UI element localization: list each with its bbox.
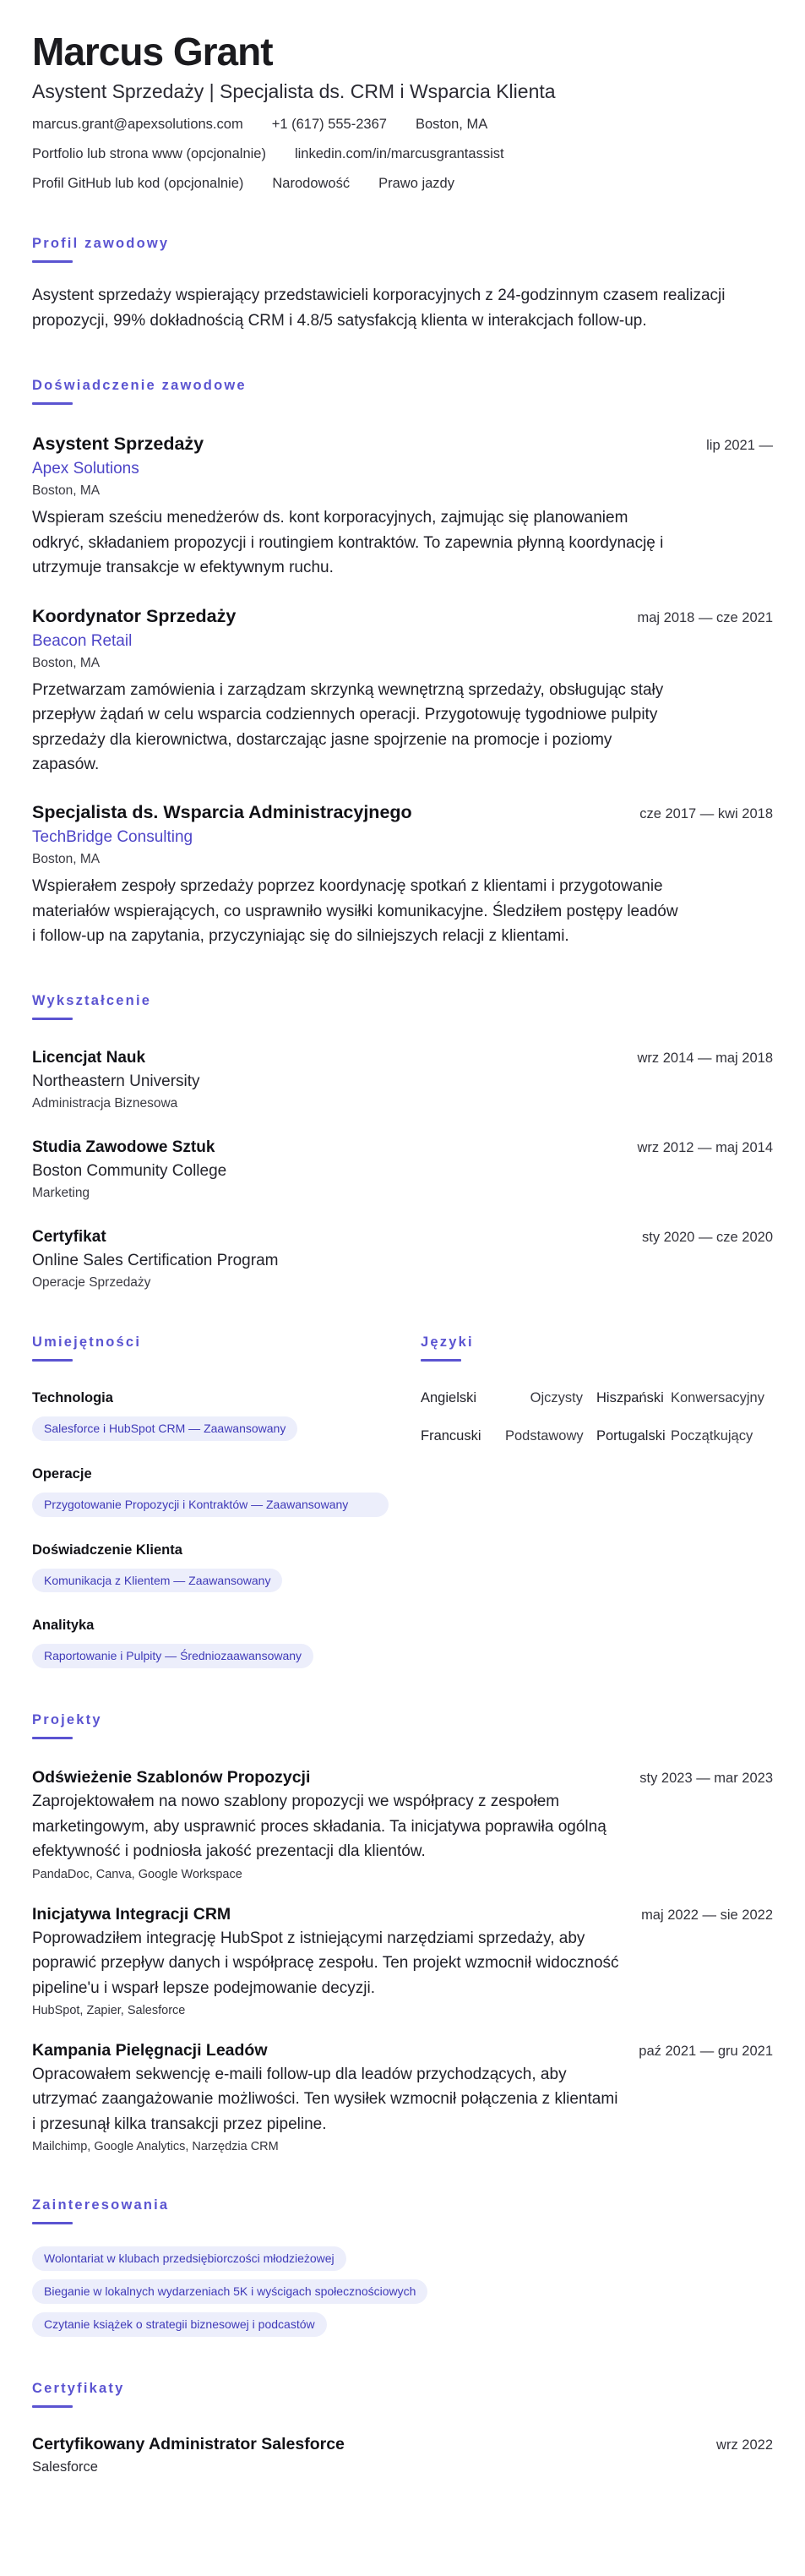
nationality-text: Narodowość [272, 175, 351, 191]
interests-section [32, 2197, 773, 2337]
job-description: Wspieram sześciu menedżerów ds. kont korporacyjnych, zajmując się planowaniem odkryć, składaniem propozycji i routingiem kontraktów. To zapewnia płynną koordynację i utrzymuje transakcje w efektywnym ruchu. [32, 509, 664, 577]
candidate-name: Marcus Grant [32, 30, 273, 74]
experience-entry [32, 434, 773, 580]
job-description: Wspierałem zespoły sprzedaży poprzez koordynację spotkań z klientami i przygotowanie materiałów wspierających, co usprawniło wysiłki komunikacyjne. Śledziłem postępy leadów i follow-up na zapytania, przyczyniając się do silniejszych relacji z klientami. [32, 877, 678, 946]
project-description: Opracowałem sekwencję e-maili follow-up dla leadów przychodzących, aby utrzymać zaangażowanie możliwości. Ten wysiłek wzmocnił połączenia z klientami i przesunął kilka transakcji przez pipeline. [32, 2065, 618, 2133]
github-link[interactable]: Profil GitHub lub kod (opcjonalnie) [32, 175, 244, 191]
section-divider [32, 1359, 73, 1362]
languages-section [421, 1334, 773, 1669]
job-dates: lip 2021 — [706, 438, 773, 454]
degree-title: Certyfikat [32, 1227, 106, 1246]
language-name: Angielski [421, 1389, 477, 1405]
skill-pill: Salesforce i HubSpot CRM — Zaawansowany [32, 1416, 297, 1441]
profile-summary: Asystent sprzedaży wspierający przedstawicieli korporacyjnych z 24-godzinnym czasem realizacji propozycji, 99% dokładnością CRM i 4.8/5 satysfakcją klienta w interakcjach follow-up. [32, 286, 726, 330]
job-description: Przetwarzam zamówienia i zarządzam skrzynką wewnętrzną sprzedaży, obsługując stały przepływ żądań w celu wsparcia codziennych operacji. Przygotowuję tygodniowe pulpity sprzedaży dla kierownictwa, dostarczając jasne spojrzenie na promocje i poziomy zapasów. [32, 680, 664, 773]
education-dates: wrz 2014 — maj 2018 [637, 1050, 773, 1066]
certificate-issuer: Salesforce [32, 2459, 98, 2475]
skill-category: Technologia [32, 1389, 113, 1405]
certificate-entry [32, 2435, 773, 2475]
degree-title: Studia Zawodowe Sztuk [32, 1138, 215, 1156]
profile-section [32, 236, 773, 335]
interest-pill: Czytanie książek o strategii biznesowej i podcastów [32, 2312, 327, 2337]
section-divider [32, 2222, 73, 2224]
project-name: Inicjatywa Integracji CRM [32, 1904, 231, 1924]
project-entry [32, 2041, 773, 2153]
section-title: Umiejętności [32, 1334, 142, 1350]
company-name: Beacon Retail [32, 631, 133, 650]
project-tools: Mailchimp, Google Analytics, Narzędzia CRM [32, 2140, 279, 2154]
interest-pill: Bieganie w lokalnych wydarzeniach 5K i wyścigach społecznościowych [32, 2279, 427, 2304]
skill-pill: Przygotowanie Propozycji i Kontraktów — Zaawansowany [32, 1493, 389, 1517]
job-location: Boston, MA [32, 655, 101, 670]
field-of-study: Administracja Biznesowa [32, 1095, 178, 1111]
section-title: Profil zawodowy [32, 235, 170, 251]
contact-row [32, 146, 773, 162]
skill-pill: Raportowanie i Pulpity — Średniozaawansowany [32, 1644, 313, 1668]
section-divider [32, 2405, 73, 2408]
skill-group [32, 1618, 389, 1668]
project-dates: maj 2022 — sie 2022 [641, 1907, 773, 1923]
section-title: Projekty [32, 1712, 102, 1728]
field-of-study: Operacje Sprzedaży [32, 1274, 151, 1290]
skill-group [32, 1542, 389, 1593]
company-name: TechBridge Consulting [32, 828, 193, 847]
job-location: Boston, MA [32, 852, 101, 867]
phone-link[interactable]: +1 (617) 555-2367 [271, 116, 387, 132]
education-section [32, 993, 773, 1291]
interests-list [32, 2246, 773, 2337]
portfolio-link[interactable]: Portfolio lub strona www (opcjonalnie) [32, 145, 266, 161]
skill-category: Operacje [32, 1465, 92, 1482]
skill-group [32, 1390, 389, 1441]
section-title: Certyfikaty [32, 2380, 125, 2396]
headline: Asystent Sprzedaży | Specjalista ds. CRM i Wsparcia Klienta [32, 79, 556, 102]
skills-section [32, 1334, 389, 1669]
field-of-study: Marketing [32, 1185, 90, 1200]
skill-pill: Komunikacja z Klientem — Zaawansowany [32, 1569, 282, 1593]
section-divider [32, 1018, 73, 1020]
language-row [421, 1390, 773, 1406]
driving-license-text: Prawo jazdy [378, 175, 454, 191]
project-entry [32, 1905, 773, 2017]
language-level: Ojczysty [530, 1389, 583, 1405]
language-name: Hiszpański [596, 1389, 664, 1405]
project-name: Kampania Pielęgnacji Leadów [32, 2040, 268, 2060]
education-dates: sty 2020 — cze 2020 [641, 1229, 773, 1245]
interest-pill: Wolontariat w klubach przedsiębiorczości młodzieżowej [32, 2246, 346, 2271]
job-dates: cze 2017 — kwi 2018 [639, 806, 773, 822]
education-entry [32, 1138, 773, 1201]
school-name: Northeastern University [32, 1072, 200, 1090]
section-title: Języki [421, 1334, 474, 1350]
email-link[interactable]: marcus.grant@apexsolutions.com [32, 116, 243, 132]
school-name: Boston Community College [32, 1161, 227, 1180]
location-text: Boston, MA [415, 116, 488, 132]
company-name: Apex Solutions [32, 460, 139, 478]
language-level: Konwersacyjny [671, 1389, 764, 1405]
project-tools: PandaDoc, Canva, Google Workspace [32, 1867, 242, 1881]
resume-header [32, 30, 773, 192]
job-dates: maj 2018 — cze 2021 [637, 609, 773, 625]
projects-section [32, 1712, 773, 2153]
job-title: Specjalista ds. Wsparcia Administracyjnego [32, 802, 412, 823]
job-title: Koordynator Sprzedaży [32, 605, 237, 626]
experience-section [32, 378, 773, 948]
certificate-date: wrz 2022 [716, 2437, 773, 2453]
job-location: Boston, MA [32, 483, 101, 499]
experience-entry [32, 606, 773, 778]
contact-row [32, 117, 773, 133]
language-row [421, 1428, 773, 1444]
education-dates: wrz 2012 — maj 2014 [637, 1139, 773, 1155]
language-level: Podstawowy [505, 1427, 584, 1444]
skill-group [32, 1466, 389, 1517]
section-title: Doświadczenie zawodowe [32, 378, 247, 394]
section-divider [421, 1359, 461, 1362]
language-name: Portugalski [596, 1427, 666, 1444]
certificates-section [32, 2381, 773, 2475]
linkedin-link[interactable]: linkedin.com/in/marcusgrantassist [294, 145, 504, 161]
certificate-name: Certyfikowany Administrator Salesforce [32, 2434, 345, 2453]
skill-category: Doświadczenie Klienta [32, 1542, 182, 1558]
section-divider [32, 1737, 73, 1739]
education-entry [32, 1049, 773, 1111]
section-divider [32, 402, 73, 405]
contact-row [32, 176, 773, 192]
project-tools: HubSpot, Zapier, Salesforce [32, 2003, 186, 2017]
language-name: Francuski [421, 1427, 481, 1444]
project-dates: sty 2023 — mar 2023 [639, 1771, 773, 1787]
section-title: Zainteresowania [32, 2197, 170, 2213]
education-entry [32, 1228, 773, 1291]
project-entry [32, 1768, 773, 1880]
job-title: Asystent Sprzedaży [32, 434, 204, 455]
skills-languages-row [32, 1334, 773, 1669]
school-name: Online Sales Certification Program [32, 1251, 279, 1269]
degree-title: Licencjat Nauk [32, 1048, 146, 1067]
project-description: Poprowadziłem integrację HubSpot z istniejącymi narzędziami sprzedaży, aby poprawić przepływ danych i współpracę zespołu. Ten projekt wzmocnił widoczność pipeline'u i wsparł lepsze podejmowanie decyzji. [32, 1929, 619, 1997]
project-name: Odświeżenie Szablonów Propozycji [32, 1768, 311, 1787]
experience-entry [32, 802, 773, 948]
skill-category: Analityka [32, 1618, 95, 1634]
project-dates: paź 2021 — gru 2021 [639, 2043, 773, 2059]
section-divider [32, 260, 73, 263]
section-title: Wykształcenie [32, 992, 152, 1008]
project-description: Zaprojektowałem na nowo szablony propozycji we współpracy z zespołem marketingowym, aby usprawnić proces składania. Ta inicjatywa poprawiła ogólną efektywność i podniosła jakość prezentacji dla klientów. [32, 1793, 606, 1861]
language-level: Początkujący [671, 1427, 753, 1444]
